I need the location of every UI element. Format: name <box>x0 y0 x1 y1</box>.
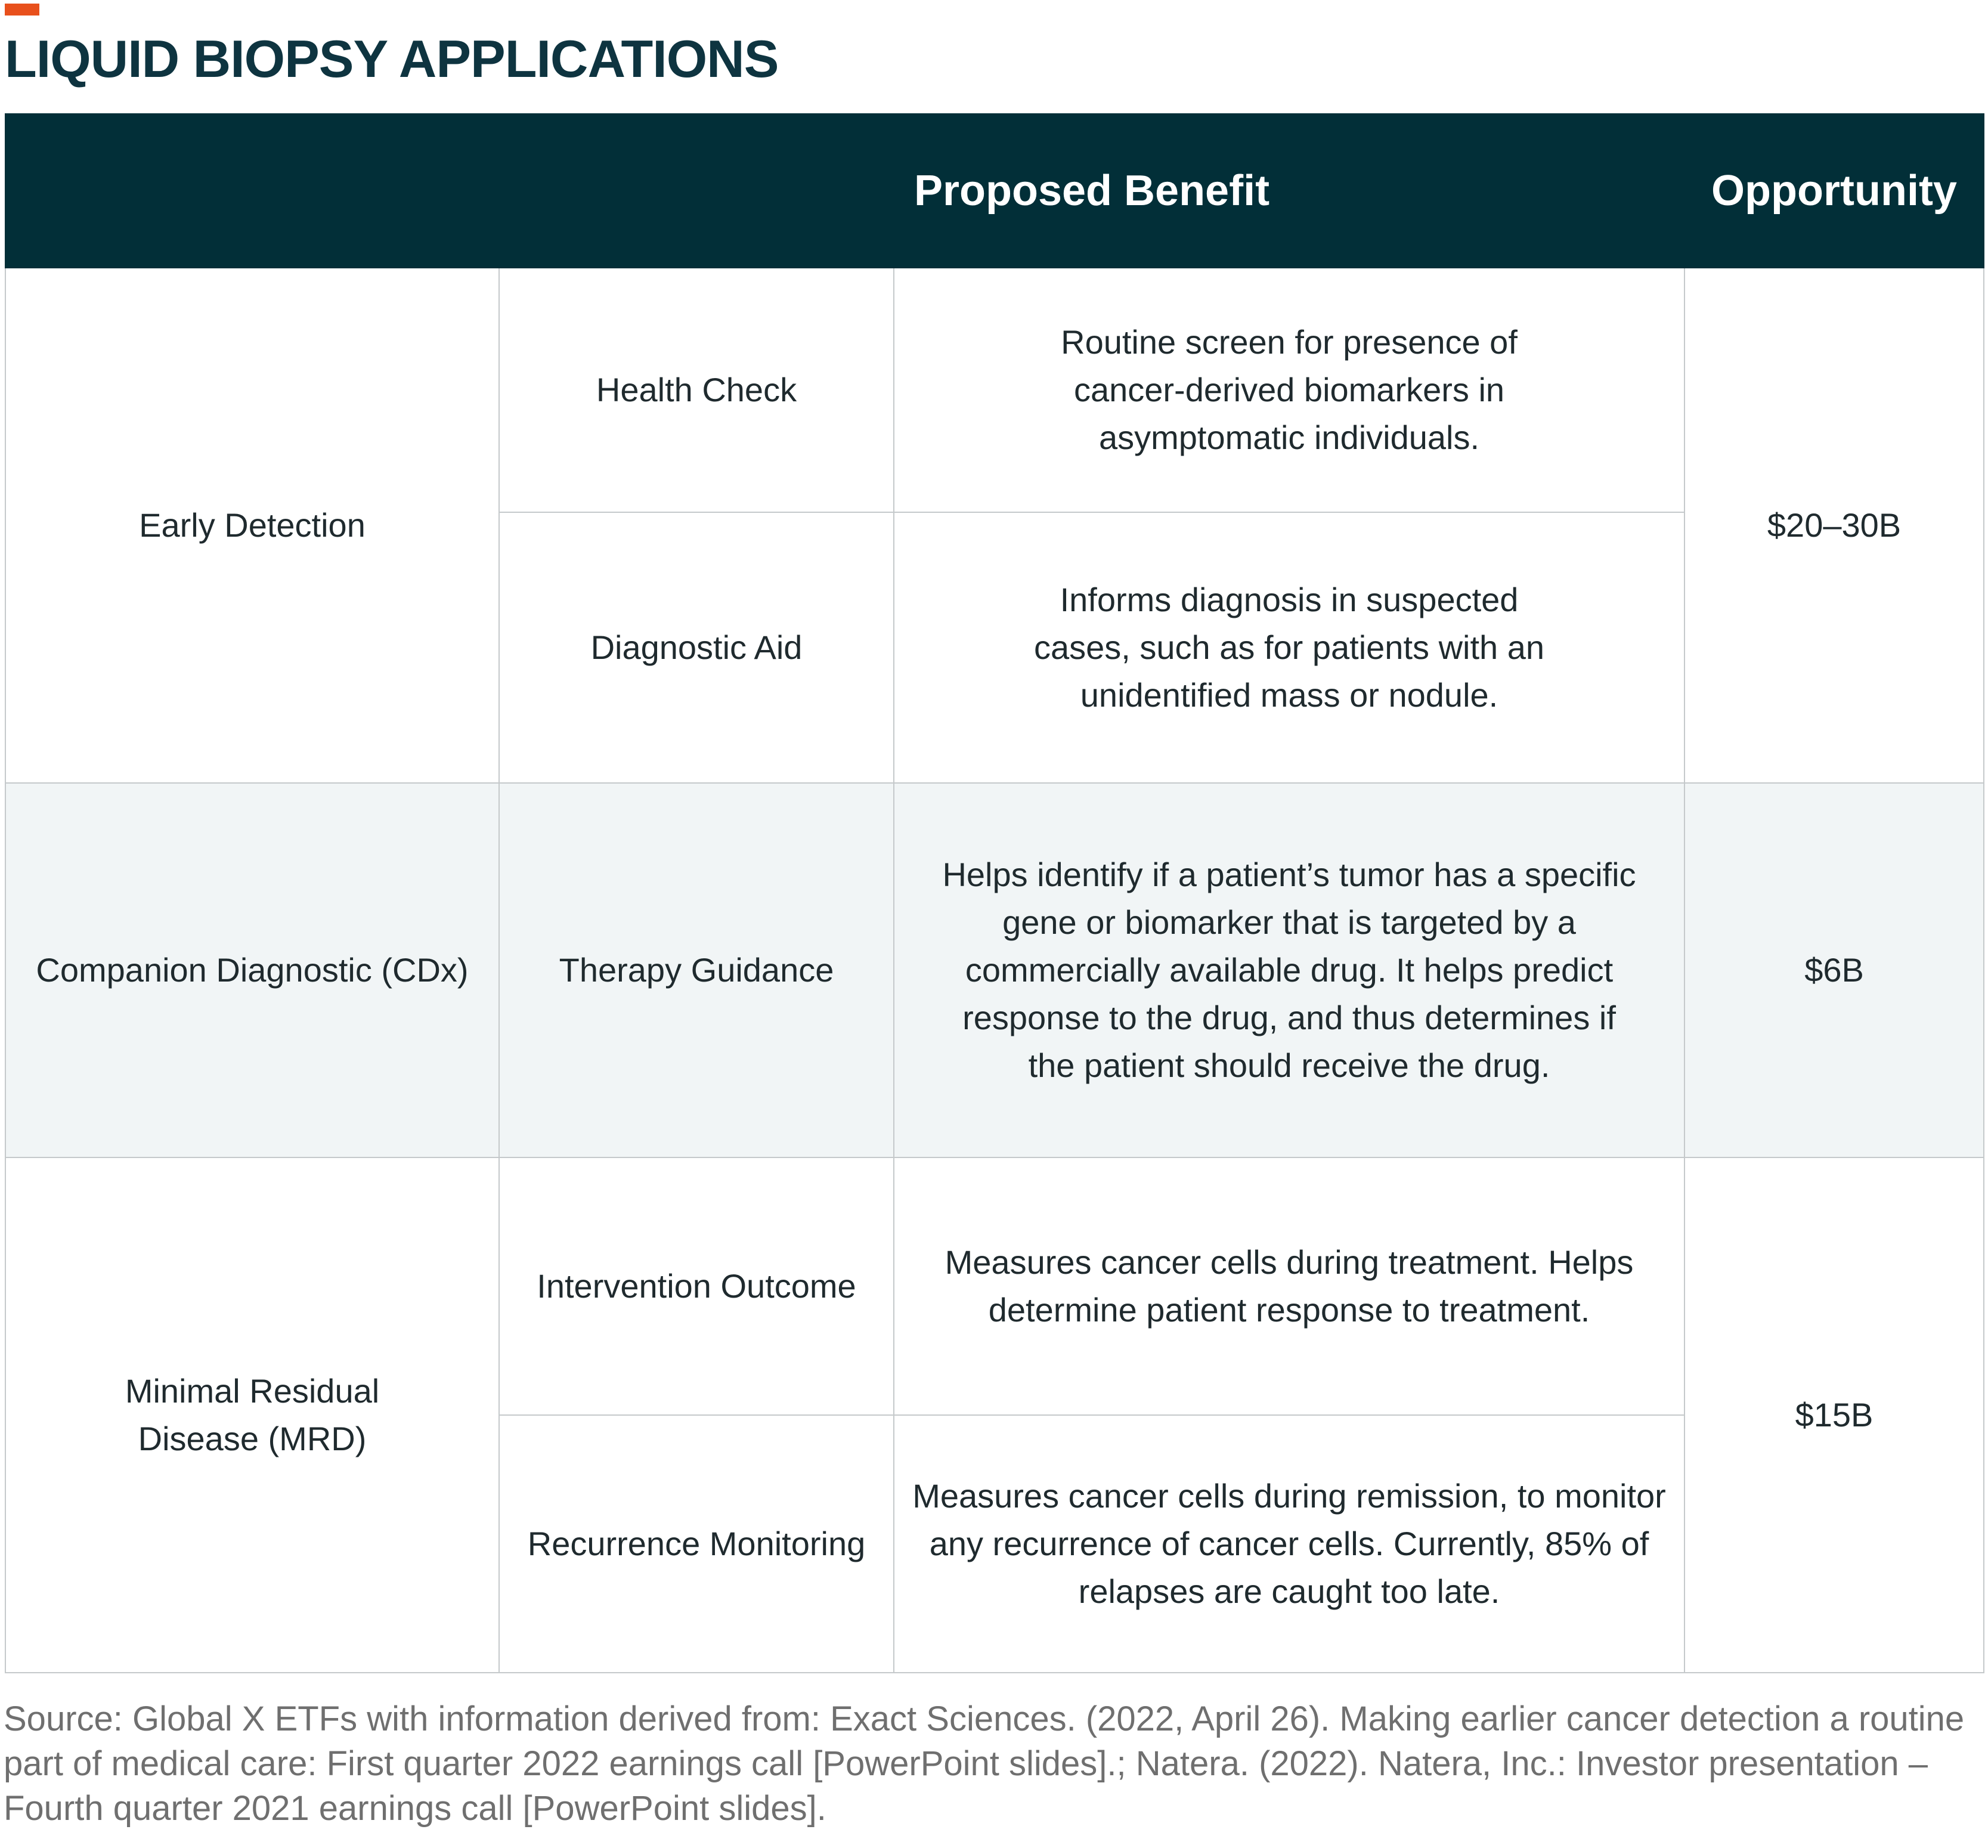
opportunity-cell: $6B <box>1684 783 1984 1157</box>
description-cell: Informs diagnosis in suspected cases, such as for patients with an unidentified mass or nodule. <box>894 512 1684 783</box>
page-title: LIQUID BIOPSY APPLICATIONS <box>5 29 779 88</box>
header-proposed-benefit: Proposed Benefit <box>499 114 1684 268</box>
use-cell: Recurrence Monitoring <box>499 1415 894 1673</box>
applications-table <box>5 113 1984 1673</box>
use-cell: Therapy Guidance <box>499 783 894 1157</box>
application-cell: Minimal Residual Disease (MRD) <box>5 1157 499 1673</box>
table-row <box>5 783 1984 1157</box>
table-row <box>5 1157 1984 1415</box>
application-cell: Companion Diagnostic (CDx) <box>5 783 499 1157</box>
accent-bar <box>5 4 39 16</box>
source-note: Source: Global X ETFs with information derived from: Exact Sciences. (2022, April 26). Making earlier cancer detection a routine part of medical care: First quarter 2022 earnings call [PowerPoint slides].; Natera. (2022). Natera, Inc.: Investor presentation – Fourth quarter 2021 earnings call [PowerPoint slides]. <box>4 1700 1965 1828</box>
header-application <box>5 114 499 268</box>
description-cell: Routine screen for presence of cancer-derived biomarkers in asymptomatic individuals. <box>894 268 1684 512</box>
table-row <box>5 268 1984 512</box>
table-header-row <box>5 114 1984 268</box>
use-cell: Intervention Outcome <box>499 1157 894 1415</box>
description-cell: Helps identify if a patient’s tumor has a specific gene or biomarker that is targeted by a commercially available drug. It helps predict response to the drug, and thus determines if the patient should receive the drug. <box>894 783 1684 1157</box>
opportunity-cell: $20–30B <box>1684 268 1984 783</box>
opportunity-cell: $15B <box>1684 1157 1984 1673</box>
description-cell: Measures cancer cells during treatment. Helps determine patient response to treatment. <box>894 1157 1684 1415</box>
use-cell: Health Check <box>499 268 894 512</box>
header-opportunity: Opportunity <box>1684 114 1984 268</box>
description-cell: Measures cancer cells during remission, to monitor any recurrence of cancer cells. Currently, 85% of relapses are caught too late. <box>894 1415 1684 1673</box>
use-cell: Diagnostic Aid <box>499 512 894 783</box>
application-cell: Early Detection <box>5 268 499 783</box>
